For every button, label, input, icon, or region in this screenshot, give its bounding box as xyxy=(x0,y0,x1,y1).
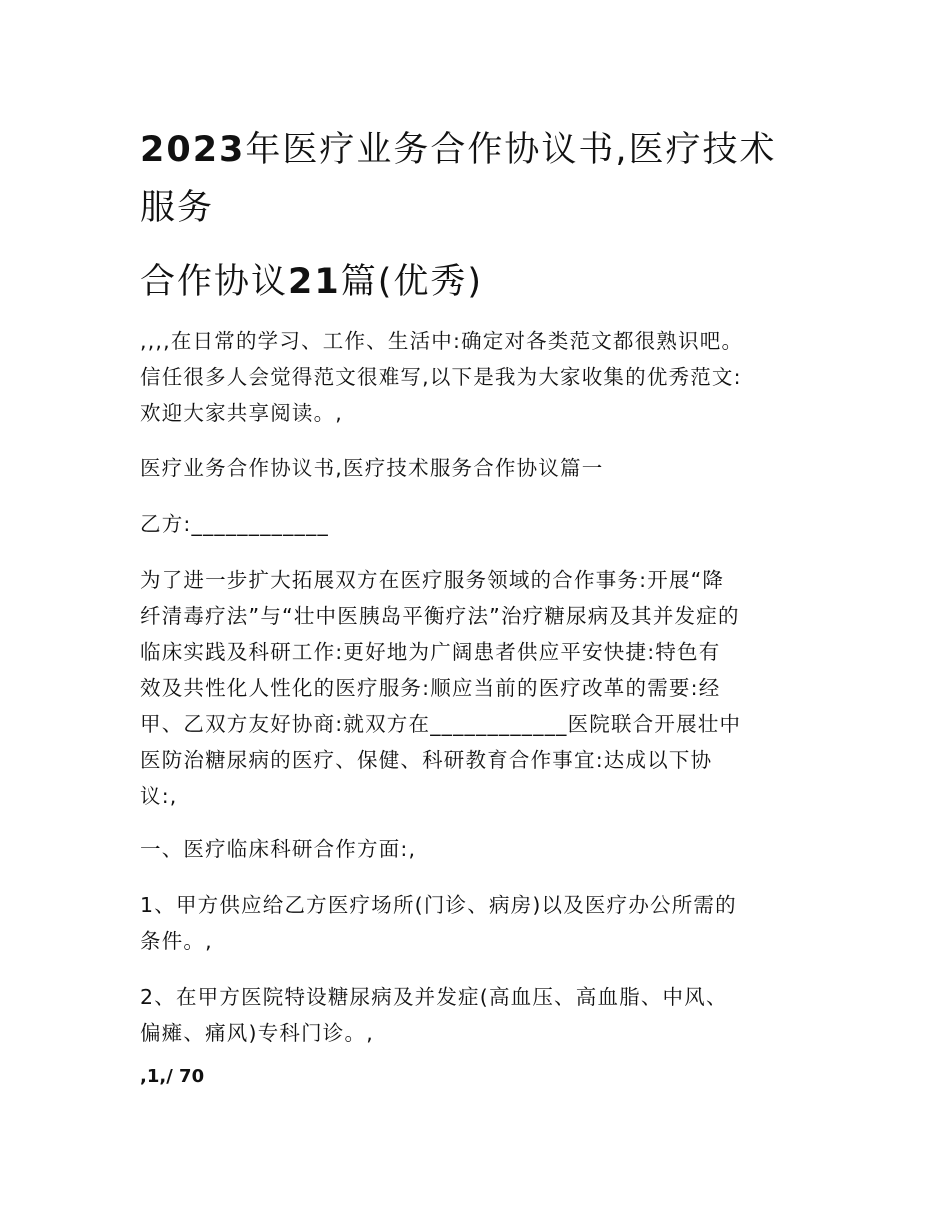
intro-line: 信任很多人会觉得范文很难写,以下是我为大家收集的优秀范文: xyxy=(140,365,742,389)
section-heading xyxy=(140,450,820,486)
intro-paragraph xyxy=(140,323,820,431)
purpose-line: 甲、乙双方友好协商:就双方在____________医院联合开展壮中 xyxy=(140,712,742,736)
title-count: 21 xyxy=(288,262,341,302)
purpose-paragraph xyxy=(140,562,820,814)
party-b-line xyxy=(140,506,820,542)
intro-line: ,,,,在日常的学习、工作、生活中:确定对各类范文都很熟识吧。 xyxy=(140,329,744,353)
party-b-text: 乙方:____________ xyxy=(140,512,329,536)
purpose-line: 效及共性化人性化的医疗服务:顺应当前的医疗改革的需要:经 xyxy=(140,676,721,700)
page-number: ,1,/ 70 xyxy=(140,1066,205,1087)
clause-item-line: 偏瘫、痛风)专科门诊。, xyxy=(140,1021,374,1045)
purpose-line: 议:, xyxy=(140,784,178,808)
title-line-2: 服务 xyxy=(140,188,215,228)
clause-item-line: 2、在甲方医院特设糖尿病及并发症(高血压、高血脂、中风、 xyxy=(140,985,728,1009)
clause-heading-text: 一、医疗临床科研合作方面:, xyxy=(140,837,417,861)
clause-heading xyxy=(140,831,820,867)
title-text-3a: 合作协议 xyxy=(140,262,289,302)
title-line-1 xyxy=(140,122,777,172)
title-text-1: 年医疗业务合作协议书,医疗技术 xyxy=(245,130,777,170)
purpose-line: 医防治糖尿病的医疗、保健、科研教育合作事宜:达成以下协 xyxy=(140,748,713,772)
section-heading-text: 医疗业务合作协议书,医疗技术服务合作协议篇一 xyxy=(140,456,604,480)
title-line-3 xyxy=(140,254,483,304)
clause-item-2 xyxy=(140,979,820,1051)
clause-item-line: 1、甲方供应给乙方医疗场所(门诊、病房)以及医疗办公所需的 xyxy=(140,893,737,917)
purpose-line: 纤清毒疗法”与“壮中医胰岛平衡疗法”治疗糖尿病及其并发症的 xyxy=(140,604,740,628)
intro-line: 欢迎大家共享阅读。, xyxy=(140,401,344,425)
title-text-3b: 篇(优秀) xyxy=(340,262,484,302)
clause-item-1 xyxy=(140,887,820,959)
title-year: 2023 xyxy=(140,130,246,170)
purpose-line: 为了进一步扩大拓展双方在医疗服务领域的合作事务:开展“降 xyxy=(140,568,725,592)
purpose-line: 临床实践及科研工作:更好地为广阔患者供应平安快捷:特色有 xyxy=(140,640,721,664)
clause-item-line: 条件。, xyxy=(140,929,213,953)
